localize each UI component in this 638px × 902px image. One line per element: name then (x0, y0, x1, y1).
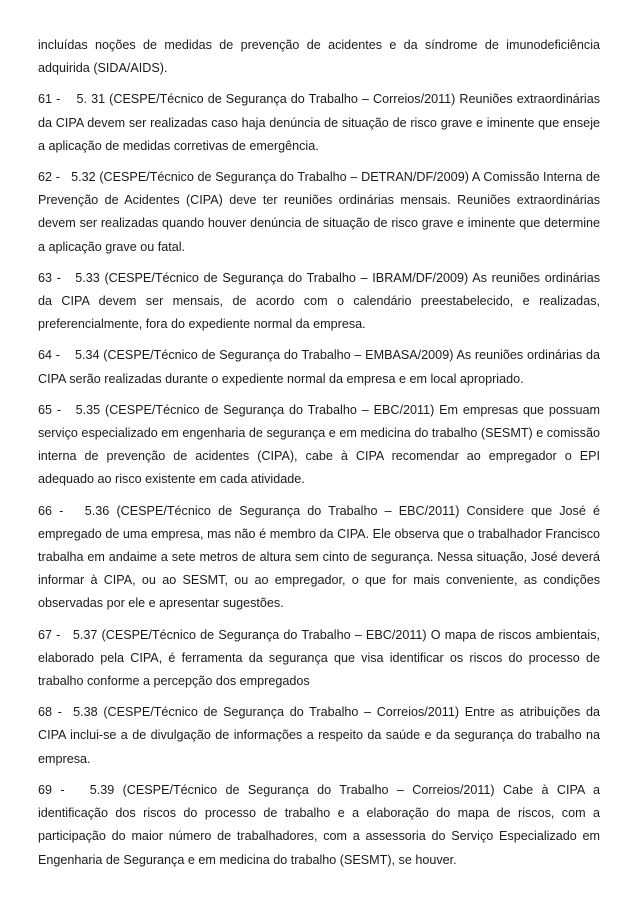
question-67 (38, 624, 600, 694)
question-63 (38, 267, 600, 337)
question-text: 5.35 (CESPE/Técnico de Segurança do Trabalho – EBC/2011) Em empresas que possuam serviço especializado em engenharia de segurança e em medicina do trabalho (SESMT) e comissão interna de prevenção de acidentes (CIPA), cabe à CIPA recomendar ao empregador o EPI adequado ao risco existente em cada atividade. (38, 402, 600, 487)
question-number: 63 - (38, 270, 61, 285)
question-text: 5.32 (CESPE/Técnico de Segurança do Trabalho – DETRAN/DF/2009) A Comissão Interna de Prevenção de Acidentes (CIPA) deve ter reuniões ordinárias mensais. Reuniões extraordinárias devem ser realizadas quando houver denúncia de situação de risco grave e iminente que determine a aplicação grave ou fatal. (38, 170, 600, 254)
question-text: 5.34 (CESPE/Técnico de Segurança do Trabalho – EMBASA/2009) As reuniões ordinárias da CIPA serão realizadas durante o expediente normal da empresa e em local apropriado. (38, 348, 601, 386)
question-number: 69 - (38, 782, 65, 797)
question-number: 61 - (38, 92, 61, 107)
question-number: 67 - (38, 627, 61, 642)
question-62 (38, 166, 600, 259)
question-number: 62 - (38, 170, 60, 185)
question-text: 5.38 (CESPE/Técnico de Segurança do Trabalho – Correios/2011) Entre as atribuições da CIPA inclui-se a de divulgação de informações a respeito da saúde e da segurança do trabalho na empresa. (38, 705, 600, 766)
question-text: 5.39 (CESPE/Técnico de Segurança do Trabalho – Correios/2011) Cabe à CIPA a identificação dos riscos do processo de trabalho e a elaboração do mapa de riscos, com a participação do maior número de trabalhadores, com a assessoria do Serviço Especializado em Engenharia de Segurança e em medicina do trabalho (SESMT), se houver. (38, 782, 600, 867)
question-text: 5.36 (CESPE/Técnico de Segurança do Trabalho – EBC/2011) Considere que José é empregado de uma empresa, mas não é membro da CIPA. Ele observa que o trabalhador Francisco trabalha em andaime a sete metros de altura sem cinto de segurança. Nessa situação, José deverá informar à CIPA, ou ao SESMT, ou ao empregador, o que for mais conveniente, as condições observadas por ele e apresentar sugestões. (38, 503, 601, 611)
question-number: 65 - (38, 402, 62, 417)
question-64 (38, 344, 600, 390)
question-61 (38, 88, 600, 158)
intro-paragraph: incluídas noções de medidas de prevenção de acidentes e da síndrome de imunodeficiência adquirida (SIDA/AIDS). (38, 38, 600, 76)
question-number: 66 - (38, 503, 64, 518)
question-text: 5. 31 (CESPE/Técnico de Segurança do Trabalho – Correios/2011) Reuniões extraordinárias da CIPA devem ser realizadas caso haja denúncia de situação de risco grave e iminente que enseje a aplicação de medidas corretivas de emergência. (38, 92, 601, 153)
question-65 (38, 399, 600, 492)
question-number: 68 - (38, 705, 62, 720)
question-text: 5.37 (CESPE/Técnico de Segurança do Trabalho – EBC/2011) O mapa de riscos ambientais, elaborado pela CIPA, é ferramenta da segurança que visa identificar os riscos do processo de trabalho conforme a percepção dos empregados (38, 627, 600, 689)
question-number: 64 - (38, 348, 60, 363)
document-page (38, 34, 600, 880)
question-66 (38, 500, 600, 616)
question-68 (38, 701, 600, 771)
question-text: 5.33 (CESPE/Técnico de Segurança do Trabalho – IBRAM/DF/2009) As reuniões ordinárias da CIPA devem ser mensais, de acordo com o calendário preestabelecido, e realizadas, preferencialmente, fora do expediente normal da empresa. (38, 270, 601, 332)
question-69 (38, 779, 600, 872)
